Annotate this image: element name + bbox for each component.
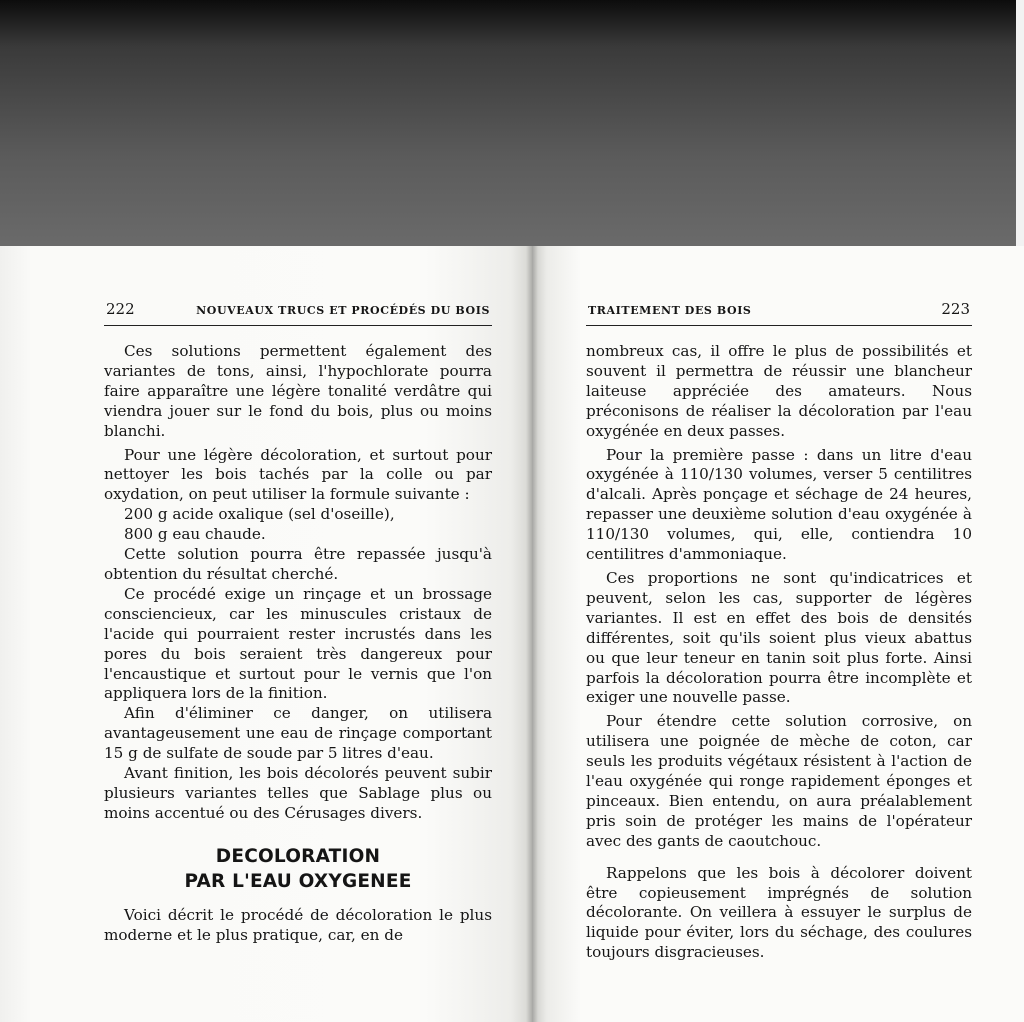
right-running-head	[586, 298, 972, 326]
left-running-head-title: NOUVEAUX TRUCS ET PROCÉDÉS DU BOIS	[196, 304, 490, 317]
left-paragraph-6: Avant finition, les bois décolorés peuvent subir plusieurs variantes telles que Sablage plus ou moins accentué ou des Cérusages divers.	[104, 764, 492, 822]
right-paragraph-3: Ces proportions ne sont qu'indicatrices et peuvent, selon les cas, supporter de légères variantes. Il est en effet des bois de densités différentes, soit qu'ils soient plus vieux abattus ou que leur teneur en tanin soit plus forte. Ainsi parfois la décoloration pourra être incomplète et exiger une nouvelle passe.	[586, 568, 972, 707]
left-page	[0, 246, 532, 1022]
left-paragraph-3: Cette solution pourra être repassée jusqu'à obtention du résultat cherché.	[104, 545, 492, 583]
left-paragraph-5: Afin d'éliminer ce danger, on utilisera avantageusement une eau de rinçage comportant 15 g de sulfate de soude par 5 litres d'eau.	[104, 704, 492, 763]
right-paragraph-4: Pour étendre cette solution corrosive, on utilisera une poignée de mèche de coton, car seuls les produits végétaux résistent à l'action de l'eau oxygénée qui ronge rapidement éponges et pinceaux. Bien entendu, on aura préalablement pris soin de protéger les mains de l'opérateur avec des gants de caoutchouc.	[586, 712, 972, 850]
right-text-block	[586, 342, 972, 967]
book-gutter	[526, 246, 538, 1022]
right-paragraph-2: Pour la première passe : dans un litre d'eau oxygénée à 110/130 volumes, verser 5 centilitres d'alcali. Après ponçage et séchage de 24 heures, repasser une deuxième solution d'eau oxygénée à 110/130 volumes, qui, elle, contiendra 10 centilitres d'ammoniaque.	[586, 445, 972, 564]
left-paragraph-4: Ce procédé exige un rinçage et un brossage consciencieux, car les minuscules cristaux de l'acide qui pourraient rester incrustés dans les pores du bois seraient très dangereux pour l'encaustique et surtout pour le vernis que l'on appliquera lors de la finition.	[104, 584, 492, 703]
left-paragraph-2: Pour une légère décoloration, et surtout pour nettoyer les bois tachés par la colle ou par oxydation, on peut utiliser la formule suivante :	[104, 445, 492, 504]
left-text-block	[104, 342, 492, 950]
left-closing-paragraph: Voici décrit le procédé de décoloration le plus moderne et le plus pratique, car, en de	[104, 905, 492, 944]
left-page-number: 222	[106, 300, 135, 318]
right-page-number: 223	[941, 300, 970, 318]
background-edge	[1016, 0, 1024, 262]
section-title	[104, 844, 492, 894]
formula-line-1: 200 g acide oxalique (sel d'oseille),	[124, 505, 395, 524]
dark-background	[0, 0, 1024, 262]
right-page	[532, 246, 1024, 1022]
right-paragraph-1: nombreux cas, il offre le plus de possibilités et souvent il permettra de réussir une blancheur laiteuse appréciée des amateurs. Nous préconisons de réaliser la décoloration par l'eau oxygénée en deux passes.	[586, 342, 972, 440]
left-paragraph-1: Ces solutions permettent également des variantes de tons, ainsi, l'hypochlorate pourra faire apparaître une légère tonalité verdâtre qui viendra jouer sur le fond du bois, plus ou moins blanchi.	[104, 342, 492, 440]
left-running-head	[104, 298, 492, 326]
formula-line-2: 800 g eau chaude.	[124, 525, 266, 544]
section-title-line-2: PAR L'EAU OXYGENEE	[184, 870, 412, 892]
right-running-head-title: TRAITEMENT DES BOIS	[588, 304, 752, 317]
right-paragraph-5: Rappelons que les bois à décolorer doivent être copieusement imprégnés de solution décolorante. On veillera à essuyer le surplus de liquide pour éviter, lors du séchage, des coulures toujours disgracieuses.	[586, 863, 972, 962]
section-title-line-1: DECOLORATION	[215, 845, 381, 867]
